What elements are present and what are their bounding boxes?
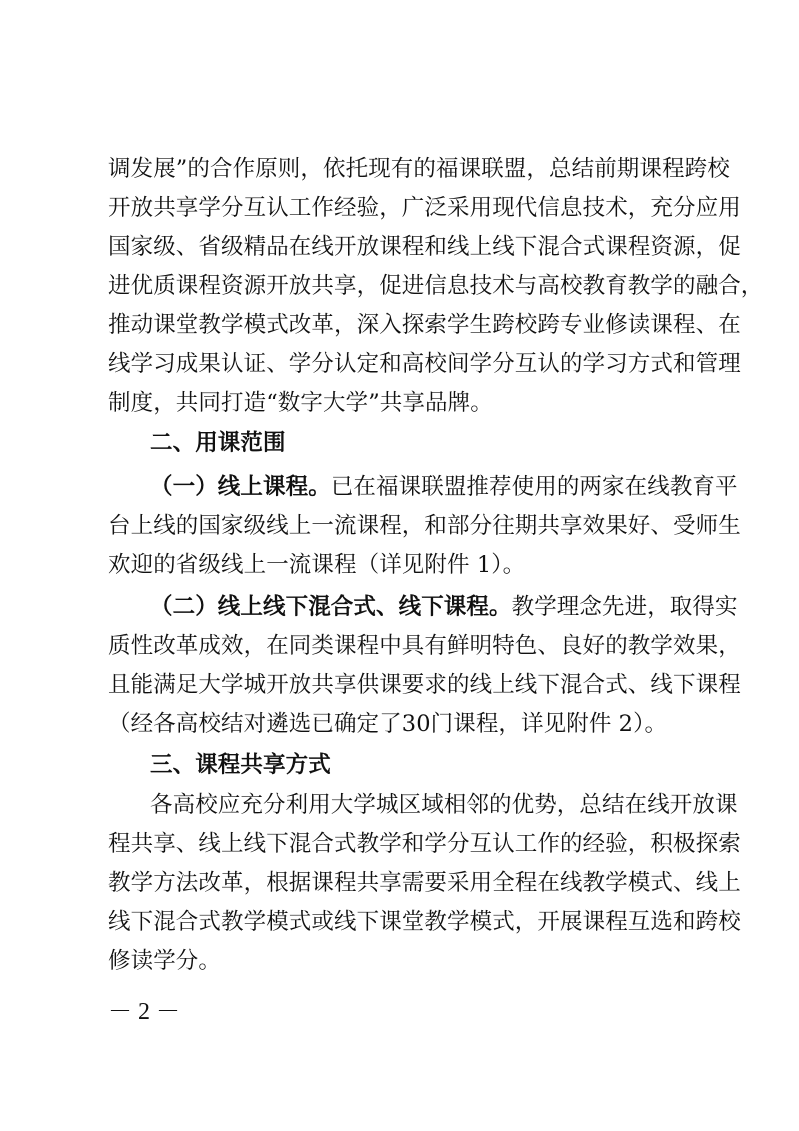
subsection-title-1: （一）线上课程。 (150, 474, 331, 500)
body-line: 修读学分。 (108, 948, 222, 974)
body-line: 国家级、省级精品在线开放课程和线上线下混合式课程资源，促 (108, 234, 741, 260)
subsection-line: （二）线上线下混合式、线下课程。教学理念先进，取得实 (150, 594, 738, 620)
body-line: 台上线的国家级线上一流课程，和部分往期共享效果好、受师生 (108, 513, 741, 539)
body-line: 欢迎的省级线上一流课程（详见附件 1）。 (108, 552, 526, 578)
section-heading-3: 三、课程共享方式 (150, 752, 331, 778)
body-line: 调发展”的合作原则，依托现有的福课联盟，总结前期课程跨校 (108, 156, 730, 182)
subsection-title-2: （二）线上线下混合式、线下课程。 (150, 594, 512, 620)
subsection-line: （一）线上课程。已在福课联盟推荐使用的两家在线教育平 (150, 474, 738, 500)
body-line: （经各高校结对遴选已确定了30门课程，详见附件 2）。 (108, 711, 668, 737)
section-heading-2: 二、用课范围 (150, 430, 286, 456)
body-line: 开放共享学分互认工作经验，广泛采用现代信息技术，充分应用 (108, 195, 741, 221)
body-line: 且能满足大学城开放共享供课要求的线上线下混合式、线下课程 (108, 672, 741, 698)
body-line: 进优质课程资源开放共享，促进信息技术与高校教育教学的融合， (108, 273, 764, 299)
body-line: 教学方法改革，根据课程共享需要采用全程在线教学模式、线上 (108, 870, 741, 896)
body-line: 线下混合式教学模式或线下课堂教学模式，开展课程互选和跨校 (108, 909, 741, 935)
page-number: － 2 － (108, 999, 180, 1025)
body-line: 程共享、线上线下混合式教学和学分互认工作的经验，积极探索 (108, 831, 741, 857)
body-line: 制度，共同打造“数字大学”共享品牌。 (108, 390, 493, 416)
body-line: 质性改革成效，在同类课程中具有鲜明特色、良好的教学效果， (108, 633, 741, 659)
body-line: 线学习成果认证、学分认定和高校间学分互认的学习方式和管理 (108, 351, 741, 377)
body-line: 各高校应充分利用大学城区域相邻的优势，总结在线开放课 (150, 792, 738, 818)
body-line: 推动课堂教学模式改革，深入探索学生跨校跨专业修读课程、在 (108, 312, 741, 338)
